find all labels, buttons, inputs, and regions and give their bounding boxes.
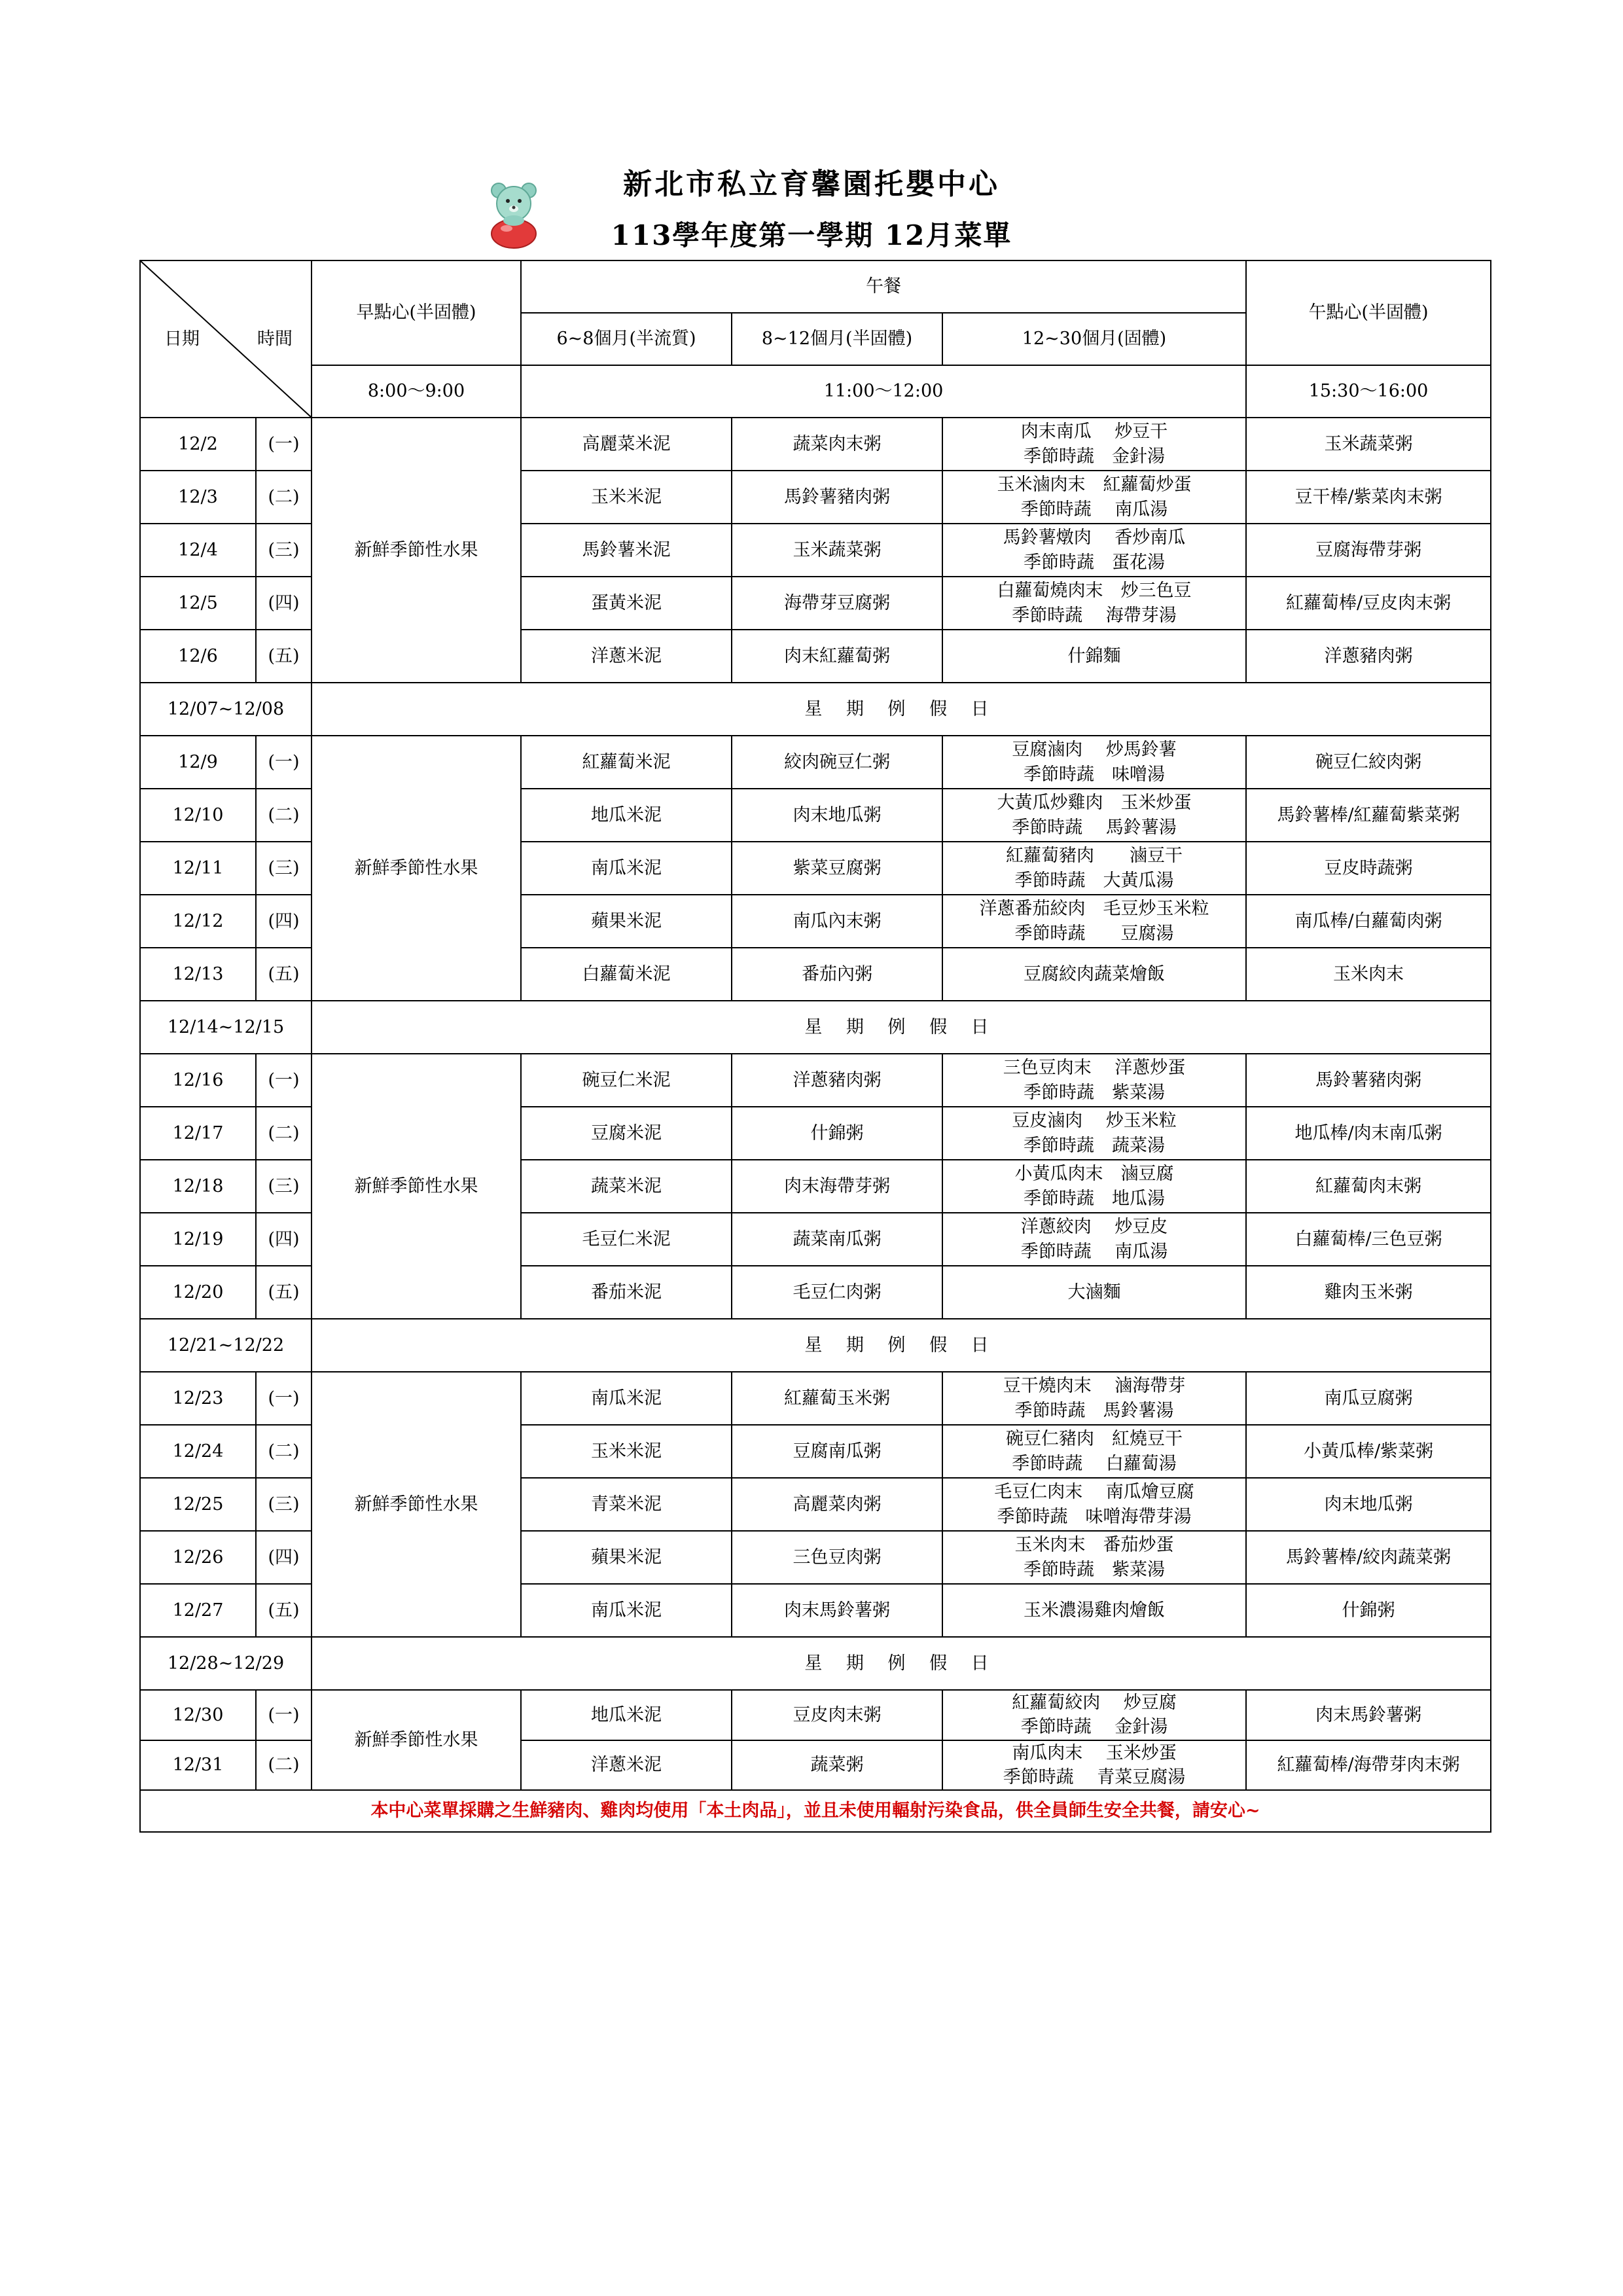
menu-table [139,260,1491,1833]
meal-8-12-cell: 蔬菜粥 [732,1740,942,1791]
meal-12-30-cell [942,577,1246,630]
meal-12-30-line: 馬鈴薯燉肉 香炒南瓜 [1003,528,1186,548]
meal-12-30-cell [942,418,1246,471]
afternoon-snack-cell: 雞肉玉米粥 [1246,1266,1491,1319]
meal-6-8-cell: 地瓜米泥 [521,1690,732,1740]
meal-8-12-cell: 玉米蔬菜粥 [732,524,942,577]
date-cell: 12/30 [140,1690,256,1740]
weekday-cell: (一) [256,736,312,789]
meal-12-30-line: 玉米滷肉末 紅蘿蔔炒蛋 [997,475,1192,495]
holiday-date-cell: 12/14~12/15 [140,1001,312,1054]
holiday-label-cell: 星 期 例 假 日 [312,683,1491,736]
date-cell: 12/27 [140,1584,256,1637]
meal-12-30-line: 季節時蔬 紫菜湯 [1024,1082,1165,1103]
meal-8-12-cell: 蔬菜南瓜粥 [732,1213,942,1266]
weekday-cell: (三) [256,1478,312,1531]
weekday-cell: (三) [256,842,312,895]
meal-8-12-cell: 高麗菜肉粥 [732,1478,942,1531]
weekday-cell: (一) [256,1372,312,1425]
menu-row [140,1372,1491,1425]
afternoon-snack-cell: 洋蔥豬肉粥 [1246,630,1491,683]
time-label: 時間 [257,329,293,350]
meal-6-8-cell: 南瓜米泥 [521,1372,732,1425]
meal-8-12-cell: 什錦粥 [732,1107,942,1160]
meal-6-8-cell: 白蘿蔔米泥 [521,948,732,1001]
meal-8-12-cell: 三色豆肉粥 [732,1531,942,1584]
morning-snack-cell: 新鮮季節性水果 [312,1372,521,1637]
morning-snack-cell: 新鮮季節性水果 [312,736,521,1001]
meal-12-30-cell [942,471,1246,524]
meal-12-30-line: 小黃瓜肉末 滷豆腐 [1014,1164,1174,1185]
meal-6-8-cell: 蘋果米泥 [521,895,732,948]
afternoon-snack-cell: 豆干棒/紫菜肉末粥 [1246,471,1491,524]
meal-12-30-cell [942,948,1246,1001]
date-cell: 12/17 [140,1107,256,1160]
meal-12-30-line: 季節時蔬 金針湯 [1020,1717,1168,1738]
footer-note: 本中心菜單採購之生鮮豬肉、雞肉均使用「本土肉品」，並且未使用輻射污染食品，供全員師生安全共餐，請安心~ [140,1790,1491,1832]
meal-12-30-line: 季節時蔬 蔬菜湯 [1024,1135,1165,1156]
menu-row [140,418,1491,471]
weekday-cell: (五) [256,630,312,683]
meal-8-12-cell: 肉末馬鈴薯粥 [732,1584,942,1637]
meal-12-30-line: 玉米肉末 番茄炒蛋 [1014,1535,1174,1556]
meal-12-30-line: 洋蔥絞肉 炒豆皮 [1020,1217,1168,1238]
meal-12-30-line: 毛豆仁肉末 南瓜燴豆腐 [994,1482,1194,1503]
holiday-date-cell: 12/07~12/08 [140,683,312,736]
menu-row [140,1690,1491,1740]
meal-12-30-line: 季節時蔬 白蘿蔔湯 [1012,1453,1177,1474]
meal-12-30-cell [942,1740,1246,1791]
weekday-cell: (二) [256,1740,312,1791]
date-cell: 12/13 [140,948,256,1001]
meal-6-8-cell: 高麗菜米泥 [521,418,732,471]
corner-cell [140,260,312,418]
meal-12-30-cell [942,1372,1246,1425]
meal-12-30-cell [942,842,1246,895]
meal-12-30-cell [942,1478,1246,1531]
footer-row [140,1790,1491,1832]
date-cell: 12/16 [140,1054,256,1107]
meal-6-8-cell: 洋蔥米泥 [521,630,732,683]
meal-6-8-cell: 南瓜米泥 [521,842,732,895]
meal-6-8-cell: 洋蔥米泥 [521,1740,732,1791]
weekday-cell: (四) [256,1531,312,1584]
age-6-8-header: 6~8個月(半流質) [521,313,732,365]
holiday-row [140,1319,1491,1372]
afternoon-snack-cell: 豆腐海帶芽粥 [1246,524,1491,577]
date-cell: 12/6 [140,630,256,683]
lunch-time: 11:00～12:00 [521,365,1246,418]
afternoon-snack-cell: 碗豆仁絞肉粥 [1246,736,1491,789]
weekday-cell: (五) [256,1266,312,1319]
meal-8-12-cell: 海帶芽豆腐粥 [732,577,942,630]
afternoon-snack-cell: 肉末馬鈴薯粥 [1246,1690,1491,1740]
date-cell: 12/4 [140,524,256,577]
holiday-date-cell: 12/28~12/29 [140,1637,312,1690]
meal-8-12-cell: 紫菜豆腐粥 [732,842,942,895]
meal-12-30-line: 季節時蔬 南瓜湯 [1020,499,1168,520]
weekday-cell: (四) [256,577,312,630]
weekday-cell: (一) [256,418,312,471]
holiday-label-cell: 星 期 例 假 日 [312,1319,1491,1372]
date-cell: 12/23 [140,1372,256,1425]
meal-8-12-cell: 馬鈴薯豬肉粥 [732,471,942,524]
afternoon-snack-cell: 玉米肉末 [1246,948,1491,1001]
meal-12-30-line: 豆干燒肉末 滷海帶芽 [1003,1376,1186,1397]
date-cell: 12/5 [140,577,256,630]
morning-time: 8:00～9:00 [312,365,521,418]
afternoon-snack-cell: 南瓜豆腐粥 [1246,1372,1491,1425]
weekday-cell: (二) [256,1107,312,1160]
meal-12-30-line: 季節時蔬 馬鈴薯湯 [1014,1400,1174,1421]
meal-8-12-cell: 肉末地瓜粥 [732,789,942,842]
meal-8-12-cell: 豆皮肉末粥 [732,1690,942,1740]
afternoon-snack-cell: 小黃瓜棒/紫菜粥 [1246,1425,1491,1478]
weekday-cell: (五) [256,948,312,1001]
weekday-cell: (三) [256,1160,312,1213]
afternoon-snack-cell: 紅蘿蔔肉末粥 [1246,1160,1491,1213]
lunch-header: 午餐 [521,260,1246,313]
meal-12-30-line: 季節時蔬 馬鈴薯湯 [1012,817,1177,838]
meal-6-8-cell: 地瓜米泥 [521,789,732,842]
menu-row [140,736,1491,789]
afternoon-snack-cell: 玉米蔬菜粥 [1246,418,1491,471]
date-cell: 12/18 [140,1160,256,1213]
weekday-cell: (二) [256,1425,312,1478]
meal-6-8-cell: 毛豆仁米泥 [521,1213,732,1266]
meal-12-30-line: 季節時蔬 地瓜湯 [1024,1188,1165,1209]
afternoon-snack-cell: 馬鈴薯豬肉粥 [1246,1054,1491,1107]
afternoon-snack-cell: 地瓜棒/肉末南瓜粥 [1246,1107,1491,1160]
morning-snack-header: 早點心(半固體) [312,260,521,365]
afternoon-snack-cell: 紅蘿蔔棒/豆皮肉末粥 [1246,577,1491,630]
meal-12-30-cell [942,1107,1246,1160]
afternoon-snack-cell: 馬鈴薯棒/絞肉蔬菜粥 [1246,1531,1491,1584]
weekday-cell: (四) [256,895,312,948]
meal-12-30-line: 白蘿蔔燒肉末 炒三色豆 [997,581,1192,601]
afternoon-snack-cell: 南瓜棒/白蘿蔔肉粥 [1246,895,1491,948]
meal-8-12-cell: 絞肉碗豆仁粥 [732,736,942,789]
meal-12-30-line: 三色豆肉末 洋蔥炒蛋 [1003,1058,1186,1079]
meal-12-30-line: 紅蘿蔔絞肉 炒豆腐 [1012,1693,1177,1713]
weekday-cell: (二) [256,789,312,842]
meal-12-30-cell [942,524,1246,577]
meal-12-30-line: 肉末南瓜 炒豆干 [1020,422,1168,442]
meal-8-12-cell: 肉末海帶芽粥 [732,1160,942,1213]
afternoon-snack-cell: 豆皮時蔬粥 [1246,842,1491,895]
date-cell: 12/11 [140,842,256,895]
afternoon-snack-cell: 馬鈴薯棒/紅蘿蔔紫菜粥 [1246,789,1491,842]
meal-6-8-cell: 馬鈴薯米泥 [521,524,732,577]
meal-8-12-cell: 肉末紅蘿蔔粥 [732,630,942,683]
meal-12-30-cell [942,1425,1246,1478]
meal-6-8-cell: 玉米米泥 [521,471,732,524]
weekday-cell: (一) [256,1690,312,1740]
holiday-row [140,683,1491,736]
meal-12-30-line: 豆皮滷肉 炒玉米粒 [1012,1111,1177,1132]
meal-12-30-cell [942,789,1246,842]
meal-12-30-line: 季節時蔬 青菜豆腐湯 [1003,1767,1186,1787]
meal-12-30-line: 洋蔥番茄絞肉 毛豆炒玉米粒 [979,899,1209,920]
meal-12-30-line: 豆腐絞肉蔬菜燴飯 [1024,963,1165,984]
age-12-30-header: 12~30個月(固體) [942,313,1246,365]
date-label: 日期 [164,329,200,350]
meal-12-30-cell [942,1584,1246,1637]
holiday-label-cell: 星 期 例 假 日 [312,1637,1491,1690]
meal-6-8-cell: 蔬菜米泥 [521,1160,732,1213]
meal-12-30-line: 季節時蔬 南瓜湯 [1020,1241,1168,1262]
meal-12-30-line: 南瓜肉末 玉米炒蛋 [1012,1742,1177,1763]
meal-6-8-cell: 玉米米泥 [521,1425,732,1478]
morning-snack-cell: 新鮮季節性水果 [312,1690,521,1790]
meal-8-12-cell: 蔬菜肉末粥 [732,418,942,471]
menu-row [140,1054,1491,1107]
meal-12-30-line: 季節時蔬 大黃瓜湯 [1014,870,1174,891]
meal-8-12-cell: 番茄內粥 [732,948,942,1001]
meal-12-30-line: 什錦麵 [1067,645,1121,666]
date-cell: 12/12 [140,895,256,948]
meal-12-30-line: 季節時蔬 味噌海帶芽湯 [997,1506,1192,1527]
weekday-cell: (一) [256,1054,312,1107]
meal-12-30-cell [942,1054,1246,1107]
meal-12-30-line: 碗豆仁豬肉 紅燒豆干 [1006,1429,1183,1450]
morning-snack-cell: 新鮮季節性水果 [312,1054,521,1319]
meal-12-30-line: 季節時蔬 海帶芽湯 [1012,605,1177,626]
meal-12-30-line: 玉米濃湯雞肉燴飯 [1024,1600,1165,1621]
age-8-12-header: 8~12個月(半固體) [732,313,942,365]
holiday-row [140,1637,1491,1690]
meal-12-30-cell [942,1160,1246,1213]
weekday-cell: (四) [256,1213,312,1266]
morning-snack-cell: 新鮮季節性水果 [312,418,521,683]
date-cell: 12/3 [140,471,256,524]
date-cell: 12/10 [140,789,256,842]
meal-12-30-line: 大黃瓜炒雞肉 玉米炒蛋 [997,793,1192,814]
date-cell: 12/20 [140,1266,256,1319]
meal-8-12-cell: 洋蔥豬肉粥 [732,1054,942,1107]
meal-12-30-line: 季節時蔬 紫菜湯 [1024,1559,1165,1580]
date-cell: 12/9 [140,736,256,789]
weekday-cell: (三) [256,524,312,577]
date-cell: 12/25 [140,1478,256,1531]
meal-6-8-cell: 番茄米泥 [521,1266,732,1319]
holiday-label-cell: 星 期 例 假 日 [312,1001,1491,1054]
meal-6-8-cell: 青菜米泥 [521,1478,732,1531]
holiday-date-cell: 12/21~12/22 [140,1319,312,1372]
meal-12-30-cell [942,1266,1246,1319]
meal-8-12-cell: 紅蘿蔔玉米粥 [732,1372,942,1425]
meal-12-30-cell [942,895,1246,948]
meal-12-30-line: 季節時蔬 蛋花湯 [1024,552,1165,573]
meal-6-8-cell: 蘋果米泥 [521,1531,732,1584]
meal-12-30-line: 大滷麵 [1067,1282,1121,1302]
meal-12-30-line: 豆腐滷肉 炒馬鈴薯 [1012,740,1177,761]
date-cell: 12/19 [140,1213,256,1266]
afternoon-snack-cell: 什錦粥 [1246,1584,1491,1637]
meal-6-8-cell: 豆腐米泥 [521,1107,732,1160]
afternoon-snack-header: 午點心(半固體) [1246,260,1491,365]
date-cell: 12/31 [140,1740,256,1791]
meal-12-30-line: 紅蘿蔔豬肉 滷豆干 [1006,846,1183,867]
meal-12-30-cell [942,630,1246,683]
meal-8-12-cell: 毛豆仁肉粥 [732,1266,942,1319]
afternoon-snack-cell: 紅蘿蔔棒/海帶芽肉末粥 [1246,1740,1491,1791]
meal-12-30-cell [942,1690,1246,1740]
meal-6-8-cell: 蛋黃米泥 [521,577,732,630]
meal-12-30-line: 季節時蔬 金針湯 [1024,446,1165,467]
menu-title: 113學年度第一學期 12月菜單 [611,219,1012,251]
afternoon-snack-cell: 白蘿蔔棒/三色豆粥 [1246,1213,1491,1266]
meal-12-30-line: 季節時蔬 豆腐湯 [1014,923,1174,944]
meal-6-8-cell: 碗豆仁米泥 [521,1054,732,1107]
afternoon-snack-cell: 肉末地瓜粥 [1246,1478,1491,1531]
organization-name: 新北市私立育馨園托嬰中心 [623,168,1000,201]
meal-12-30-line: 季節時蔬 味噌湯 [1024,764,1165,785]
meal-12-30-cell [942,1531,1246,1584]
date-cell: 12/24 [140,1425,256,1478]
date-cell: 12/2 [140,418,256,471]
date-cell: 12/26 [140,1531,256,1584]
meal-8-12-cell: 南瓜內末粥 [732,895,942,948]
meal-12-30-cell [942,1213,1246,1266]
holiday-row [140,1001,1491,1054]
meal-6-8-cell: 南瓜米泥 [521,1584,732,1637]
afternoon-time: 15:30～16:00 [1246,365,1491,418]
meal-12-30-cell [942,736,1246,789]
meal-6-8-cell: 紅蘿蔔米泥 [521,736,732,789]
meal-8-12-cell: 豆腐南瓜粥 [732,1425,942,1478]
weekday-cell: (二) [256,471,312,524]
weekday-cell: (五) [256,1584,312,1637]
